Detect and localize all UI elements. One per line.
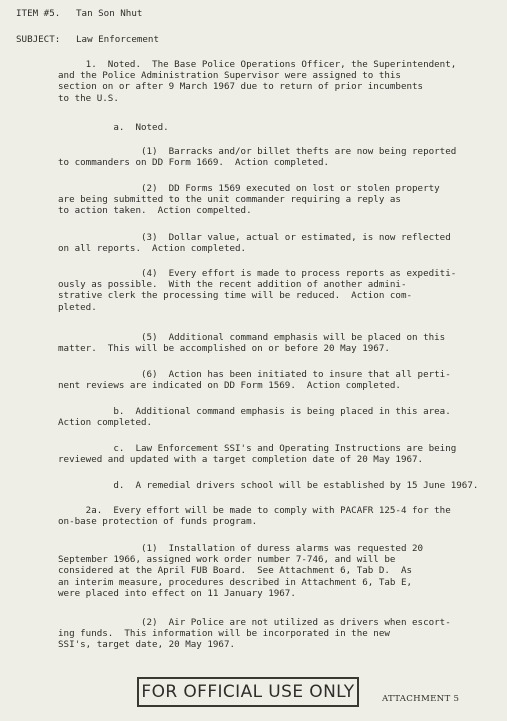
subject-value: Law Enforcement — [76, 34, 159, 45]
official-use-stamp: FOR OFFICIAL USE ONLY — [137, 677, 359, 707]
paragraph-2a-1: (1) Installation of duress alarms was requested 20 September 1966, assigned work order number 7-746, and will be considered at the April FUB Board. See Attachment 6, Tab D. As an interim measure, procedures described in Attachment 6, Tab E, were placed into effect on 11 January 1967. — [58, 543, 424, 599]
paragraph-1: 1. Noted. The Base Police Operations Officer, the Superintendent, and the Police Administration Supervisor were assigned to this section on or after 9 March 1967 due to return of prior incumbents to the U.S. — [58, 59, 457, 104]
paragraph-1a-4: (4) Every effort is made to process reports as expediti- ously as possible. With the recent addition of another admini- strative clerk the processing time will be reduced. Action com- pleted. — [58, 268, 457, 313]
item-value: Tan Son Nhut — [76, 8, 143, 19]
paragraph-2a-2: (2) Air Police are not utilized as drivers when escort- ing funds. This information will be incorporated in the new SSI's, target date, 20 May 1967. — [58, 617, 451, 651]
paragraph-1a: a. Noted. — [58, 122, 169, 133]
paragraph-1c: c. Law Enforcement SSI's and Operating Instructions are being reviewed and updated with a target completion date of 20 May 1967. — [58, 443, 457, 466]
item-label: ITEM #5. — [16, 8, 61, 19]
paragraph-1d: d. A remedial drivers school will be established by 15 June 1967. — [58, 480, 479, 491]
subject-line — [16, 34, 159, 45]
item-line — [16, 8, 142, 19]
paragraph-1a-1: (1) Barracks and/or billet thefts are now being reported to commanders on DD Form 1669. Action completed. — [58, 146, 457, 169]
paragraph-1a-2: (2) DD Forms 1569 executed on lost or stolen property are being submitted to the unit commander requiring a reply as to action taken. Action compelted. — [58, 183, 440, 217]
paragraph-1a-5: (5) Additional command emphasis will be placed on this matter. This will be accomplished on or before 20 May 1967. — [58, 332, 446, 355]
paragraph-1b: b. Additional command emphasis is being placed in this area. Action completed. — [58, 406, 451, 429]
subject-label: SUBJECT: — [16, 34, 61, 45]
attachment-label: ATTACHMENT 5 — [382, 694, 460, 704]
paragraph-2a: 2a. Every effort will be made to comply with PACAFR 125-4 for the on-base protection of funds program. — [58, 505, 451, 528]
paragraph-1a-3: (3) Dollar value, actual or estimated, is now reflected on all reports. Action completed. — [58, 232, 451, 255]
paragraph-1a-6: (6) Action has been initiated to insure that all perti- nent reviews are indicated on DD Form 1569. Action completed. — [58, 369, 451, 392]
